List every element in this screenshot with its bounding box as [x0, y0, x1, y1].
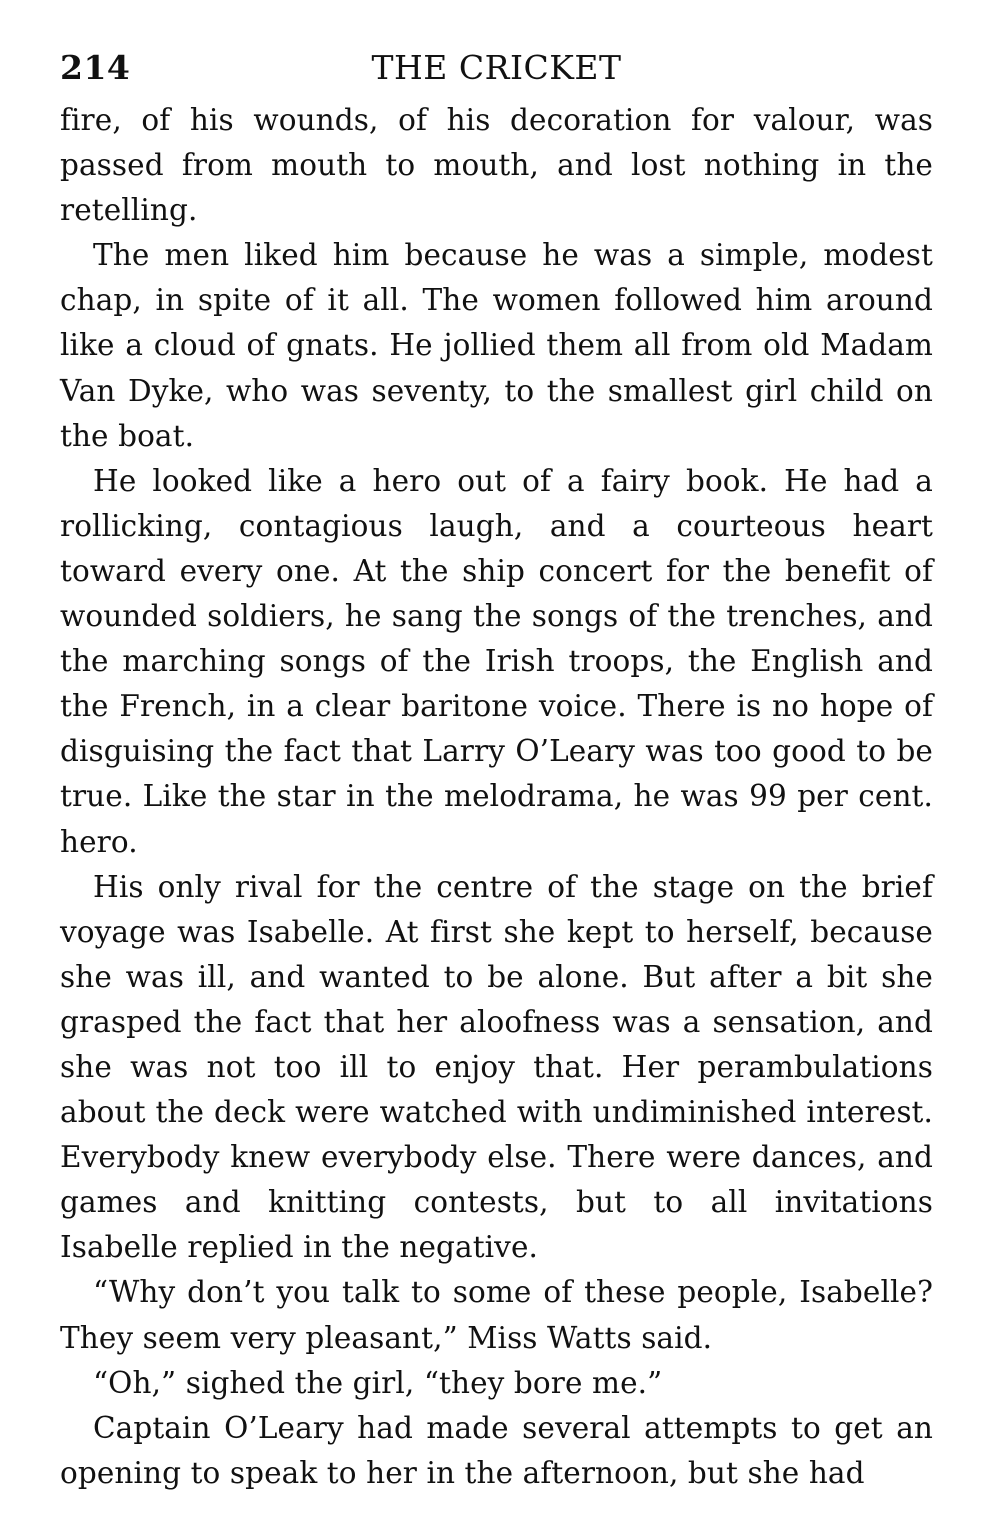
page-number: 214 — [60, 48, 131, 87]
running-title: THE CRICKET — [371, 48, 622, 87]
paragraph-dialogue: “Oh,” sighed the girl, “they bore me.” — [93, 1365, 663, 1400]
book-page — [60, 48, 933, 1496]
paragraph: His only rival for the centre of the stage on the brief voyage was Isabelle. At first she kept to herself, because she was ill, and wanted to be alone. But after a bit she grasped the fact that her aloofness was a sensation, and she was not too ill to enjoy that. Her perambulations about the deck were watched with undiminished interest. Everybody knew everybody else. There were dances, and games and knitting contests, but to all invitations Isabelle replied in the negative. — [60, 869, 933, 1265]
paragraph: He looked like a hero out of a fairy book. He had a rollicking, contagious laugh, and a courteous heart toward every one. At the ship concert for the benefit of wounded soldiers, he sang the songs of the trenches, and the marching songs of the Irish troops, the English and the French, in a clear baritone voice. There is no hope of disguising the fact that Larry O’Leary was too good to be true. Like the star in the melodrama, he was 99 per cent. hero. — [60, 463, 933, 859]
paragraph-dialogue: “Why don’t you talk to some of these people, Isabelle? They seem very pleasant,” Miss Watts said. — [60, 1275, 933, 1355]
paragraph-continued: fire, of his wounds, of his decoration for valour, was passed from mouth to mouth, and lost nothing in the retelling. — [60, 103, 933, 228]
paragraph: Captain O’Leary had made several attempts to get an opening to speak to her in the afternoon, but she had — [60, 1410, 933, 1490]
page-header — [60, 48, 933, 98]
paragraph: The men liked him because he was a simple, modest chap, in spite of it all. The women followed him around like a cloud of gnats. He jollied them all from old Madam Van Dyke, who was seventy, to the smallest girl child on the boat. — [60, 238, 933, 453]
body-text — [60, 98, 933, 1496]
